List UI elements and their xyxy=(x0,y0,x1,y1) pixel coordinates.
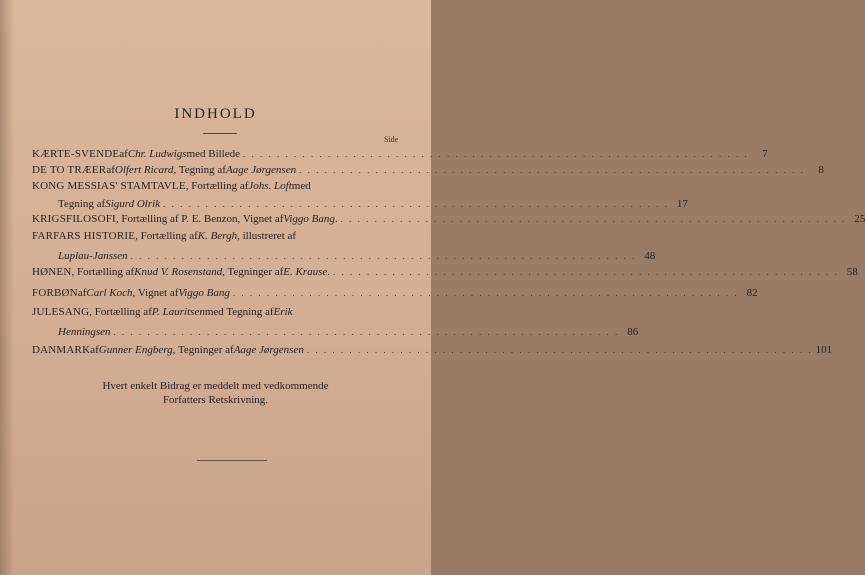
entry-text: af xyxy=(90,344,99,356)
toc-entry-continuation xyxy=(58,198,688,212)
entry-illustrator: E. Krause xyxy=(283,266,328,278)
page-number: 25 xyxy=(854,213,865,225)
leader-dots: . . . . . . . . . . . . . . . . . . . . . . . . . . . . . . . . . . . . . . . . . . . . . . . . . . . . . . . . . . . . xyxy=(340,214,847,224)
entry-title: FARFARS HISTORIE xyxy=(32,230,136,242)
note-line-1: Hvert enkelt Bidrag er meddelt med vedkommende xyxy=(102,380,329,392)
page-number: 101 xyxy=(815,344,833,356)
entry-text: Tegning af xyxy=(58,198,106,210)
entry-illustrator: Sigurd Olrik xyxy=(105,198,161,210)
entry-illustrator: Viggo Bang xyxy=(283,213,335,225)
entry-text: , illustreret af xyxy=(237,230,297,242)
entry-author: Chr. Ludwigs xyxy=(127,148,187,160)
page-number: 58 xyxy=(846,266,858,278)
entry-illustrator: Luplau-Janssen xyxy=(58,250,128,262)
entry-text: med Billede xyxy=(186,148,241,160)
toc-entry-continuation xyxy=(58,250,656,264)
leader-dots: . . . . . . . . . . . . . . . . . . . . . . . . . . . . . . . . . . . . . . . . . . . . . . . . . . . . . . . . . . . . xyxy=(113,327,620,337)
page-number: 7 xyxy=(762,148,768,160)
toc-entry xyxy=(32,230,404,244)
entry-illustrator: Aage Jørgensen xyxy=(233,344,304,356)
page-number: 82 xyxy=(746,287,758,299)
entry-text: , Vignet af xyxy=(132,287,179,299)
toc-entry xyxy=(32,306,404,320)
toc-entry xyxy=(32,213,865,227)
entry-author: Knud V. Rosenstand xyxy=(134,266,223,278)
leader-dots: . . . . . . . . . . . . . . . . . . . . . . . . . . . . . . . . . . . . . . . . . . . . . . . . . . . . . . . . . . . . xyxy=(333,267,839,277)
entry-text: , Fortælling af xyxy=(185,180,249,192)
toc-entry xyxy=(32,344,833,358)
entry-text: af xyxy=(106,164,115,176)
entry-illustrator: Henningsen xyxy=(58,326,111,338)
leader-dots: . . . . . . . . . . . . . . . . . . . . . . . . . . . . . . . . . . . . . . . . . . . . . . . . . . . . . . . . . . . . xyxy=(306,345,813,355)
entry-author: Carl Koch xyxy=(86,287,133,299)
leader-dots: . . . . . . . . . . . . . . . . . . . . . . . . . . . . . . . . . . . . . . . . . . . . . . . . . . . . . . . . . . . . xyxy=(232,288,739,298)
entry-title: KÆRTE-SVENDE xyxy=(32,148,120,160)
entry-author: K. Bergh xyxy=(197,230,238,242)
toc-entry xyxy=(32,287,758,301)
page-number: 17 xyxy=(676,198,688,210)
title-rule xyxy=(203,133,237,134)
entry-text: . xyxy=(334,213,338,225)
entry-text: af xyxy=(119,148,128,160)
entry-text: med xyxy=(291,180,311,192)
entry-text: . xyxy=(327,266,331,278)
entry-illustrator: Aage Jørgensen xyxy=(225,164,297,176)
entry-title: KRIGSFILOSOFI xyxy=(32,213,116,225)
entry-text: , Tegning af xyxy=(173,164,226,176)
entry-author: Gunner Engberg xyxy=(98,344,173,356)
entry-author: P. Lauritsen xyxy=(151,306,205,318)
entry-text: , Tegninger af xyxy=(222,266,284,278)
leader-dots: . . . . . . . . . . . . . . . . . . . . . . . . . . . . . . . . . . . . . . . . . . . . . . . . . . . . . . . . . . . . xyxy=(163,199,669,209)
entry-title: HØNEN xyxy=(32,266,72,278)
side-label: Side xyxy=(384,135,399,144)
entry-text: , Fortælling af xyxy=(135,230,198,242)
page-number: 86 xyxy=(627,326,639,338)
entry-title: JULESANG xyxy=(32,306,90,318)
note-line-2: Forfatters Retskrivning. xyxy=(162,394,269,406)
entry-title: KONG MESSIAS' STAMTAVLE xyxy=(32,180,186,192)
leader-dots: . . . . . . . . . . . . . . . . . . . . . . . . . . . . . . . . . . . . . . . . . . . . . . . . . . . . . . . . . . . . xyxy=(130,251,637,261)
page-edge-shadow xyxy=(0,0,14,575)
toc-entry xyxy=(32,148,768,162)
page-title: INDHOLD xyxy=(174,106,257,122)
entry-text: , Fortælling af P. E. Benzon, Vignet af xyxy=(115,213,284,225)
page-number: 48 xyxy=(644,250,656,262)
entry-title: FORBØN xyxy=(32,287,78,299)
toc-entry-continuation xyxy=(58,326,639,340)
entry-text: af xyxy=(77,287,87,299)
entry-title: DE TO TRÆER xyxy=(32,164,107,176)
leader-dots: . . . . . . . . . . . . . . . . . . . . . . . . . . . . . . . . . . . . . . . . . . . . . . . . . . . . . . . . . . . . xyxy=(299,165,805,175)
entry-text: med Tegning af xyxy=(204,306,274,318)
entry-text: , Fortælling af xyxy=(89,306,152,318)
toc-entry xyxy=(32,266,858,280)
entry-author: Johs. Loft xyxy=(248,180,292,192)
entry-illustrator: Erik xyxy=(273,306,293,318)
leader-dots: . . . . . . . . . . . . . . . . . . . . . . . . . . . . . . . . . . . . . . . . . . . . . . . . . . . . . . . . . . . . xyxy=(243,149,749,159)
page-number: 8 xyxy=(818,164,824,176)
toc-entry xyxy=(32,180,404,194)
bottom-rule xyxy=(197,460,267,461)
entry-illustrator: Viggo Bang xyxy=(178,287,230,299)
entry-title: DANMARK xyxy=(32,344,91,356)
entry-author: Olfert Ricard xyxy=(114,164,174,176)
entry-text: , Fortælling af xyxy=(71,266,135,278)
toc-entry xyxy=(32,164,824,178)
entry-text: , Tegninger af xyxy=(172,344,234,356)
